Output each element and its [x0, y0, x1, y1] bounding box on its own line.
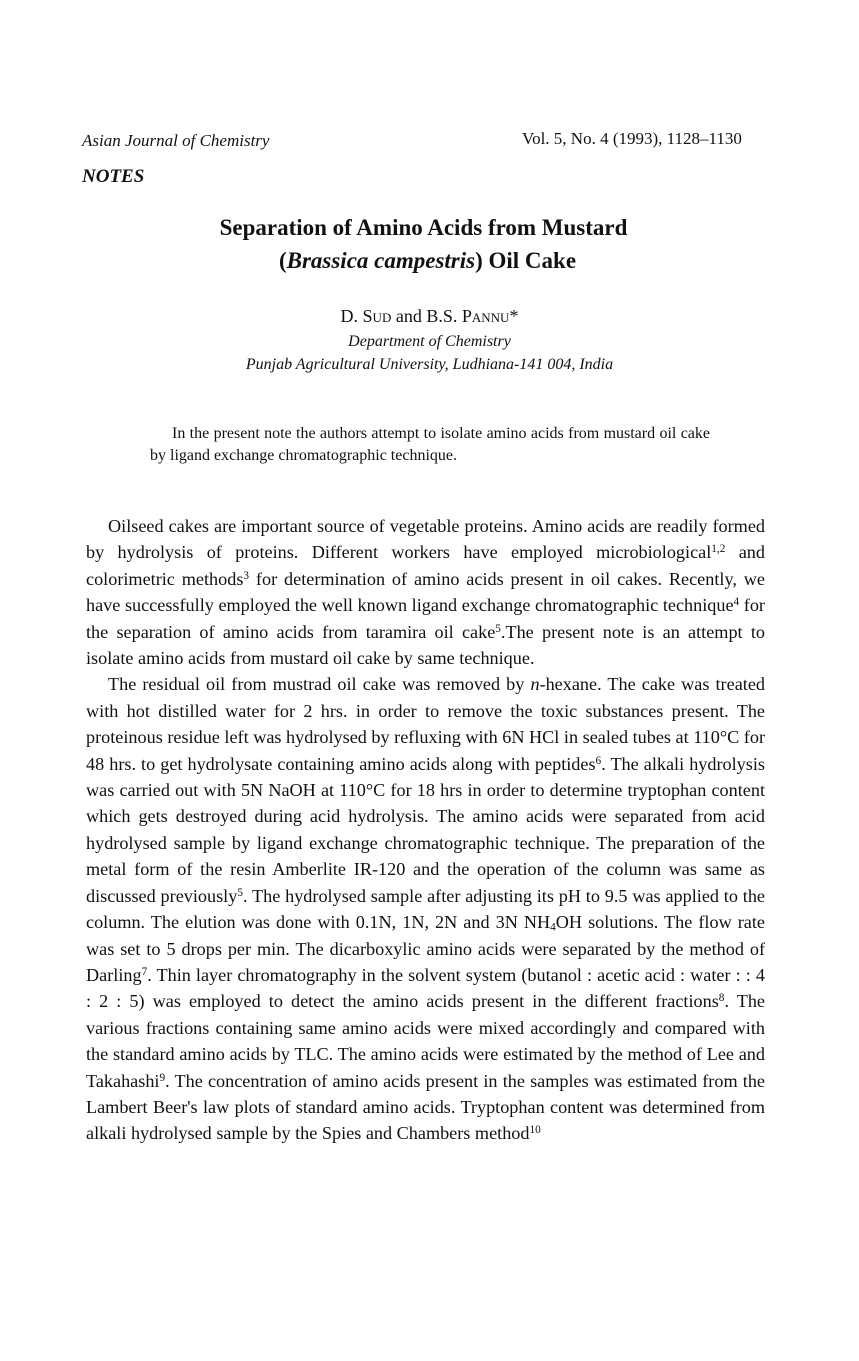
article-title-line2: (Brassica campestris) Oil Cake: [278, 248, 577, 273]
text-span: and colorimetric methods: [86, 542, 765, 589]
text-span: . The hydrolysed sample after adjusting its pH to 9.5 was applied to the column. The elution was done with 0.1N, 1N, 2N and 3N NH: [86, 885, 765, 933]
text-span: OH solutions. The flow rate was set to 5 drops per min. The dicarboxylic amino acids were separated by the method of Darling: [86, 912, 766, 985]
authors-and: and: [391, 306, 427, 326]
species-name: Brassica campestris: [286, 248, 476, 273]
subscript: 4: [550, 921, 556, 934]
text-span: Oilseed cakes are important source of vegetable proteins. Amino acids are readily formed by hydrolysis of proteins. Different workers have employed microbiological: [86, 516, 765, 563]
department: Department of Chemistry: [348, 333, 511, 350]
section-label: NOTES: [82, 166, 145, 187]
citation: 6: [595, 754, 602, 767]
text-span: for determination of amino acids present in oil cakes. Recently, we have successfully employed the well known ligand exchange chromatographic technique: [86, 568, 765, 616]
university: Punjab Agricultural University, Ludhiana-141 004, India: [245, 356, 614, 373]
author2-surname: Pannu: [461, 306, 510, 326]
corresponding-asterisk: *: [509, 306, 519, 326]
italic-n: n: [530, 674, 540, 695]
journal-name: Asian Journal of Chemistry: [82, 131, 270, 150]
text-span: . Thin layer chromatography in the solvent system (butanol : acetic acid : water : : 4 : 2 : 5) was employed to detect the amino acids present in the different fractions: [86, 964, 765, 1012]
text-span: for the separation of amino acids from taramira oil cake: [86, 595, 765, 642]
text-span: . The concentration of amino acids present in the samples was estimated from the Lambert Beer's law plots of standard amino acids. Tryptophan content was determined from alkali hydrolysed sample by the Spies and Chambers method: [86, 1070, 765, 1144]
article-body: [86, 513, 765, 1147]
author1-initial: D.: [340, 306, 363, 326]
text-span: . The various fractions containing same amino acids were mixed accordingly and compared with the standard amino acids by TLC. The amino acids were estimated by the method of Lee and Takahashi: [86, 991, 765, 1091]
author1-surname: Sud: [362, 306, 392, 326]
text-span: . The alkali hydrolysis was carried out with 5N NaOH at 110°C for 18 hrs in order to determine tryptophan content which gets destroyed during acid hydrolysis. The amino acids were separated from acid hydrolysed sample by ligand exchange chromatographic technique. The preparation of the metal form of the resin Amberlite IR-120 and the operation of the column was same as discussed previously: [86, 753, 765, 906]
citation: 5: [495, 622, 501, 635]
text-span: The residual oil from mustrad oil cake was removed by: [108, 674, 531, 695]
authors: [0, 306, 859, 327]
citation: 7: [141, 965, 148, 978]
article-title-line1: Separation of Amino Acids from Mustard: [219, 215, 628, 240]
citation: 5: [237, 886, 243, 899]
citation: 9: [159, 1071, 166, 1084]
title-rest: Oil Cake: [482, 248, 577, 273]
author2-initial: B.S.: [426, 306, 462, 326]
paragraph-1: [86, 513, 765, 671]
citation: 4: [733, 596, 740, 609]
text-span: .The present note is an attempt to isolate amino acids from mustard oil cake by same technique.: [86, 621, 765, 669]
abstract: In the present note the authors attempt to isolate amino acids from mustard oil cake by ligand exchange chromatographic technique.: [150, 425, 710, 464]
paragraph-2: [86, 671, 765, 1146]
citation: 10: [529, 1124, 541, 1137]
citation: 8: [718, 992, 725, 1005]
citation: 3: [243, 569, 250, 582]
volume-info: Vol. 5, No. 4 (1993), 1128–1130: [522, 129, 742, 148]
text-span: -hexane. The cake was treated with hot distilled water for 2 hrs. in order to remove the toxic substances present. The proteinous residue left was hydrolysed by refluxing with 6N HCl in sealed tubes at 110°C for 48 hrs. to get hydrolysate containing amino acids along with peptides: [86, 674, 765, 774]
citation: 1,2: [711, 543, 726, 556]
